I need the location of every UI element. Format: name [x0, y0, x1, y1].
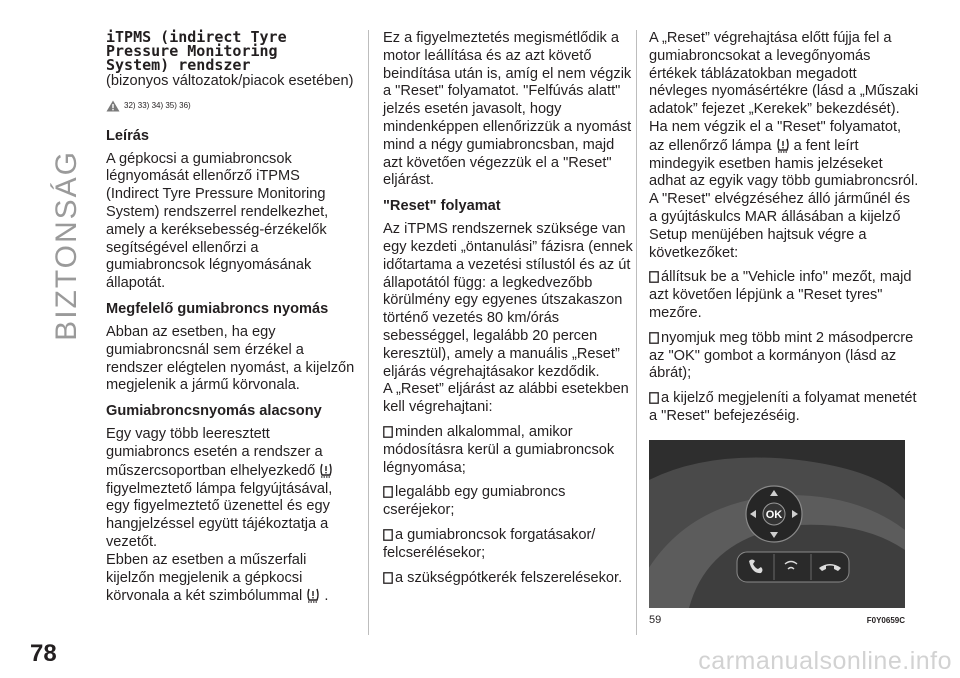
watermark: carmanualsonline.info — [698, 647, 952, 675]
column-1 — [106, 30, 356, 613]
paragraph-before-reset: A „Reset” végrehajtása előtt fújja fel a gumiabroncsokat a levegőnyomás értékek táblázatokban megadott névleges nyomásértékre (lásd a „Műszaki adatok” fejezet „Kerekek” bekezdését). — [649, 30, 919, 118]
paragraph-low-pressure-display: Ebben az esetben a műszerfali kijelzőn megjelenik a gépkocsi körvonala a két szimbólummal . — [106, 551, 329, 605]
paragraph-repeat-warning: Ez a figyelmeztetés megismétlődik a motor leállítása és az azt követő beindítása után is, amíg el nem végzik a "Reset" folyamatot. "Felfúvás alatt" jelzés esetén javasolt, hogy mindenképpen ellenőrizzük a nyomást mind a négy gumiabroncsban, majd azt követően végezzük el a "Reset" eljárást. — [383, 30, 632, 189]
list-item: nyomjuk meg több mint 2 másodpercre az "OK" gombot a kormányon (lásd az ábrát); — [649, 329, 914, 382]
column-2 — [383, 30, 633, 594]
heading-low-pressure: Gumiabroncsnyomás alacsony — [106, 403, 322, 420]
ok-button-label: OK — [765, 508, 783, 521]
page-number: 78 — [30, 640, 57, 667]
paragraph-reset-cases: A „Reset” eljárást az alábbi esetekben kell végrehajtani: — [383, 381, 629, 416]
column-divider — [368, 30, 369, 635]
list-item: a gumiabroncsok forgatásakor/ felcserélésekor; — [383, 526, 596, 561]
heading-description: Leírás — [106, 127, 149, 144]
column-3 — [649, 30, 919, 630]
section-subtitle: (bizonyos változatok/piacok esetében) — [106, 73, 354, 89]
paragraph-reset-learning: Az iTPMS rendszernek szüksége van egy kezdeti „öntanulási” fázisra (ennek időtartama a vezetési stílustól és az út állapotától függ: a legkedvezőbb körülmény egy egyenes útszakaszon történő vezetés 80 km/órás sebességgel, legalább 20 percen keresztül), amely a manuális „Reset” eljárás végrehajtásakor kezdődik. — [383, 221, 633, 380]
paragraph-reset-steps: A "Reset" elvégzéséhez álló járműnél és a gyújtáskulcs MAR állásában a kijelző Setup menüjében hajtsuk végre a következőket: — [649, 191, 911, 261]
list-item: állítsuk be a "Vehicle info" mezőt, majd azt követően lépjünk a "Reset tyres" mezőre. — [649, 269, 912, 321]
figure-code: F0Y0659C — [866, 615, 905, 625]
paragraph-low-pressure: Egy vagy több leeresztett gumiabroncs esetén a rendszer a műszercsoportban elhelyezkedő figyelmeztető lámpa felgyújtásával, egy figyelmeztető üzenettel és egy hangjelzéssel együtt tájékoztatja a vezetőt. — [106, 426, 333, 550]
figure-number: 59 — [649, 613, 662, 626]
warning-references — [106, 97, 356, 115]
figure-caption — [649, 612, 905, 630]
checkbox-bullet-icon — [649, 392, 659, 404]
list-item: minden alkalommal, amikor módosításra kerül a gumiabroncsok légnyomása; — [383, 423, 615, 476]
tyre-pressure-warning-icon — [776, 137, 790, 153]
column-divider — [636, 30, 637, 635]
paragraph-description: A gépkocsi a gumiabroncsok légnyomását ellenőrző iTPMS (Indirect Tyre Pressure Monitoring System) rendszerrel rendelkezhet, amely a keréksebesség-érzékelők segítségével ellenőrzi a gumiabroncsok légnyomásának állapotát. — [106, 150, 329, 292]
reference-numbers: 32) 33) 34) 35) 36) — [124, 100, 191, 110]
checkbox-bullet-icon — [649, 271, 659, 283]
paragraph-proper-pressure: Abban az esetben, ha egy gumiabroncsnál sem érzékel a rendszer elégtelen nyomást, a kijelzőn megjelenik a jármű körvonala. — [106, 323, 355, 394]
list-item: a kijelző megjeleníti a folyamat menetét a "Reset" befejezéséig. — [649, 390, 917, 424]
section-title: iTPMS (indirect Tyre Pressure Monitoring System) rendszer — [106, 28, 287, 74]
checkbox-bullet-icon — [383, 486, 393, 498]
steering-wheel-illustration — [649, 440, 905, 608]
tyre-pressure-warning-icon — [306, 587, 320, 603]
checkbox-bullet-icon — [383, 529, 393, 541]
heading-proper-pressure: Megfelelő gumiabroncs nyomás — [106, 300, 329, 317]
warning-triangle-icon — [106, 100, 120, 112]
paragraph-reset-not-done: Ha nem végzik el a "Reset" folyamatot, az ellenőrző lámpa a fent leírt mindegyik esetben hamis jelzéseket adhat az egyik vagy több gumiabroncsról. — [649, 118, 919, 190]
checkbox-bullet-icon — [383, 426, 393, 438]
tyre-pressure-warning-icon — [319, 462, 333, 478]
steering-wheel-controls-figure — [649, 440, 905, 608]
checkbox-bullet-icon — [649, 332, 659, 344]
heading-reset-procedure: "Reset" folyamat — [383, 198, 501, 215]
checkbox-bullet-icon — [383, 572, 393, 584]
list-item: legalább egy gumiabroncs cseréjekor; — [383, 484, 566, 519]
side-section-title: BIZTONSÁG — [50, 150, 83, 341]
list-item: a szükségpótkerék felszerelésekor. — [383, 570, 633, 588]
